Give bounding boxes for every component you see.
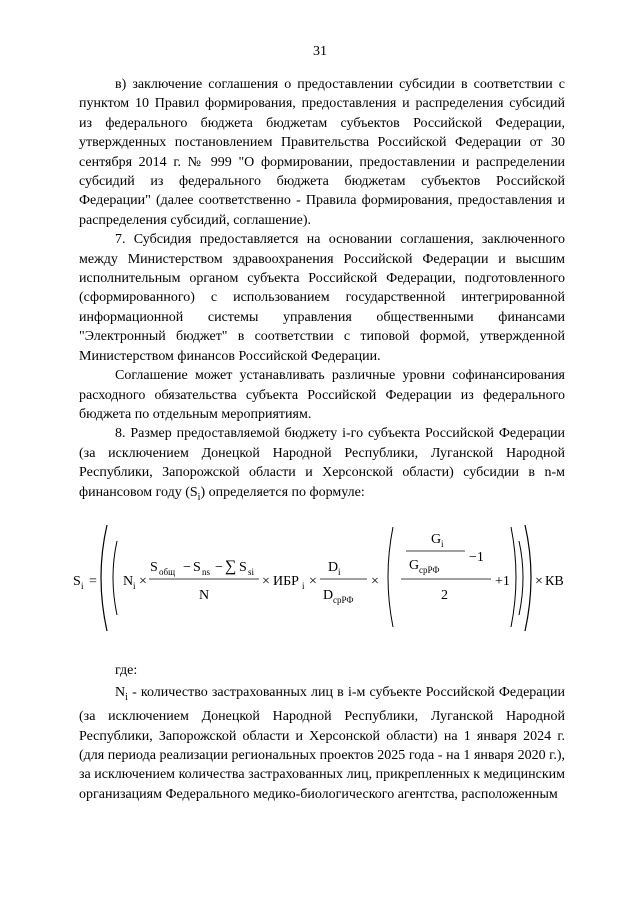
formula-ns: ns	[202, 566, 211, 577]
page-number: 31	[313, 44, 327, 59]
paragraph-8-sub: i	[197, 491, 201, 503]
formula-srRF2: срРФ	[419, 564, 440, 575]
formula-obsh: общ	[159, 566, 176, 577]
formula-N-den: N	[199, 587, 210, 603]
Ni-definition: - количество застрахованных лиц в i-м субъекте Российской Федерации (за исключением Донецкой Народной Республики, Луганской Народной Республики, Запорожской области и Херсонской области) на 1 января 2024 г. (для периода реализации региональных проектов 2025 года - на 1 января 2020 г.), за исключением количества застрахованных лиц, прикрепленных к медицинским организациям Федерального медико-биологического агентства, расположенным	[79, 685, 565, 802]
formula-Sns: S	[193, 559, 201, 575]
formula-minus1: −1	[469, 549, 484, 565]
formula-G-sub: i	[441, 538, 444, 549]
formula-N-sub: i	[133, 580, 136, 591]
formula-IBR: ИБР	[273, 573, 299, 589]
formula-D: D	[328, 559, 339, 575]
formula-D-sub: i	[338, 566, 341, 577]
formula-G: G	[431, 531, 442, 547]
subsidy-formula	[73, 519, 565, 637]
svg-text:×: ×	[309, 573, 317, 589]
formula-si: si	[248, 566, 255, 577]
paragraph-Ni	[79, 683, 565, 804]
svg-text:×: ×	[139, 573, 147, 589]
paragraph-8-end: ) определяется по формуле:	[200, 484, 365, 500]
Ni-sub: i	[125, 691, 128, 703]
formula-srRF: срРФ	[333, 594, 354, 605]
svg-text:×: ×	[262, 573, 270, 589]
formula-Dsr: D	[323, 587, 334, 603]
formula-sum: ∑	[225, 557, 237, 575]
svg-text:−: −	[183, 559, 191, 575]
formula-eq: =	[89, 573, 97, 589]
formula-two: 2	[441, 587, 448, 603]
formula-plus1: +1	[495, 573, 510, 589]
formula-Gsr: G	[409, 557, 420, 573]
formula-N: N	[123, 573, 134, 589]
formula-Sobsh: S	[150, 559, 158, 575]
paragraph-8	[79, 424, 565, 506]
paragraph-agreement: Соглашение может устанавливать различные уровни софинансирования расходного обязательства субъекта Российской Федерации из федерального бюджета по отдельным мероприятиям.	[79, 368, 565, 422]
paragraph-v: в) заключение соглашения о предоставлении субсидии в соответствии с пунктом 10 Правил формирования, предоставления и распределения субсидий из федерального бюджета бюджетам субъектов Российской Федерации, утвержденных постановлением Правительства Российской Федерации от 30 сентября 2014 г. № 999 "О формировании, предоставлении и распределении субсидий из федерального бюджета бюджетам субъектов Российской Федерации" (далее соответственно - Правила формирования, предоставления и распределения субсидий, соглашение).	[79, 77, 565, 228]
paragraph-8-text: 8. Размер предоставляемой бюджету i-го субъекта Российской Федерации (за исключением Донецкой Народной Республики, Луганской Народной Республики, Запорожской области и Херсонской области) субсидии в n-м финансовом году (S	[79, 426, 565, 500]
formula-Ssi: S	[239, 559, 247, 575]
svg-text:−: −	[215, 559, 223, 575]
formula-lhs-sub: i	[81, 580, 84, 591]
where-label: где:	[115, 663, 138, 678]
svg-text:×: ×	[371, 573, 379, 589]
tail-body	[79, 683, 565, 804]
document-body	[73, 75, 565, 637]
formula-lhs: S	[73, 573, 81, 589]
formula-KB: КВ	[545, 573, 564, 589]
Ni-symbol: N	[115, 685, 126, 700]
formula-IBR-sub: i	[302, 580, 305, 591]
svg-text:×: ×	[535, 573, 543, 589]
paragraph-7: 7. Субсидия предоставляется на основании соглашения, заключенного между Министерством здравоохранения Российской Федерации и высшим исполнительным органом субъекта Российской Федерации, подготовленного (сформированного) с использованием государственной интегрированной информационной системы управления общественными финансами "Электронный бюджет" в соответствии с типовой формой, утвержденной Министерством финансов Российской Федерации.	[79, 232, 565, 364]
